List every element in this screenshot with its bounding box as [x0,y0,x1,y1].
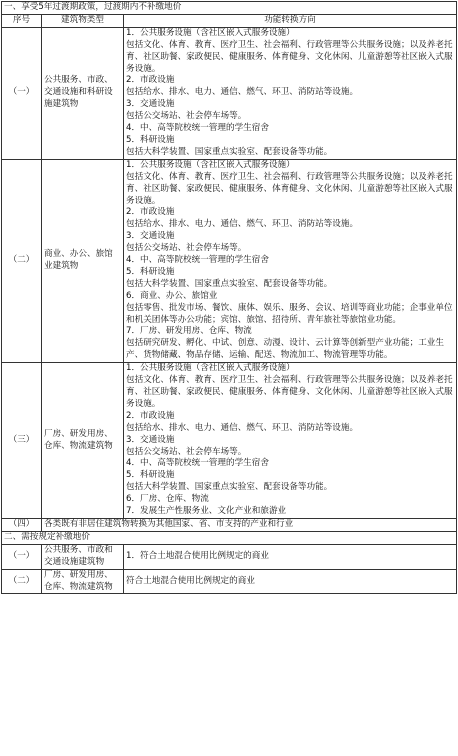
section2-title: 二、需按规定补缴地价 [2,531,457,544]
row-number: （四） [2,518,42,531]
building-type: 厂房、研发用房、仓库、物流建筑物 [42,569,124,594]
building-type: 厂房、研发用房、仓库、物流建筑物 [42,363,124,519]
section-row [2,531,457,544]
function-line: 包括大科学装置、国家重点实验室、配套设备等功能。 [126,278,333,289]
function-line: 包括文化、体育、教育、医疗卫生、社会福利、行政管理等公共服务设施；以及养老托育、社区助餐、家政便民、健康服务、体育健身、文化休闲、儿童游憩等社区嵌入式服务设施。 [126,39,453,74]
function-line: 6．商业、办公、旅馆业 [126,290,218,301]
function-line: 包括公交场站、社会停车场等。 [126,446,247,457]
function-line: 包括大科学装置、国家重点实验室、配套设备等功能。 [126,482,333,493]
function-line: 包括给水、排水、电力、通信、燃气、环卫、消防站等设施。 [126,87,359,98]
function-line: 1．公共服务设施（含社区嵌入式服务设施） [126,363,295,374]
function-line: 3．交通设施 [126,434,175,445]
function-line: 5．科研设施 [126,470,175,481]
header-no: 序号 [2,14,42,27]
function-cell [124,159,457,362]
table-row [2,544,457,569]
row-number: （二） [2,159,42,362]
building-type: 公共服务、市政、交通设施和科研设施建筑物 [42,27,124,159]
header-row [2,14,457,27]
table-row [2,27,457,159]
function-line: 6．厂房、仓库、物流 [126,494,209,505]
function-line: 包括大科学装置、国家重点实验室、配套设备等功能。 [126,146,333,157]
function-cell [124,27,457,159]
function-line: 5．科研设施 [126,266,175,277]
function-line: 7．厂房、研发用房、仓库、物流 [126,326,252,337]
function-cell [124,363,457,519]
function-line: 包括给水、排水、电力、通信、燃气、环卫、消防站等设施。 [126,219,359,230]
function-cell: 符合土地混合使用比例规定的商业 [124,569,457,594]
function-line: 1．公共服务设施（含社区嵌入式服务设施） [126,27,295,38]
row-number: （三） [2,363,42,519]
row4-text: 各类既有非居住建筑物转换为其他国家、省、市支持的产业和行业 [42,518,457,531]
function-line: 包括研究研发、孵化、中试、创意、动漫、设计、云计算等创新型产业功能；工业生产、货物储藏、物品存储、运输、配送、物流加工、物流管理等功能。 [126,338,444,361]
building-type: 公共服务、市政和交通设施建筑物 [42,544,124,569]
function-line: 4．中、高等院校统一管理的学生宿舍 [126,123,269,134]
function-line: 包括公交场站、社会停车场等。 [126,243,247,254]
function-line: 包括文化、体育、教育、医疗卫生、社会福利、行政管理等公共服务设施；以及养老托育、社区助餐、家政便民、健康服务、体育健身、文化休闲、儿童游憩等社区嵌入式服务设施。 [126,375,453,409]
header-type: 建筑物类型 [42,14,124,27]
function-line: 1．公共服务设施（含社区嵌入式服务设施） [126,159,295,170]
function-line: 4．中、高等院校统一管理的学生宿舍 [126,458,269,469]
row-number: （一） [2,27,42,159]
section-row [2,2,457,15]
policy-table [1,1,457,594]
function-line: 4．中、高等院校统一管理的学生宿舍 [126,255,269,266]
function-line: 3．交通设施 [126,231,175,242]
function-line: 2．市政设施 [126,410,175,421]
section1-title: 一、享受5年过渡期政策，过渡期内不补缴地价 [2,2,457,15]
table-row [2,159,457,362]
function-line: 3．交通设施 [126,99,175,110]
function-line: 包括零售、批发市场、餐饮、康体、娱乐、服务、会议、培训等商业功能；企事业单位和机关团体等办公功能；宾馆、旅馆、招待所、青年旅社等旅馆业功能。 [126,302,453,325]
table-row [2,518,457,531]
header-function: 功能转换方向 [124,14,457,27]
table-row [2,569,457,594]
function-cell: 1．符合土地混合使用比例规定的商业 [124,544,457,569]
function-line: 2．市政设施 [126,207,175,218]
function-line: 包括文化、体育、教育、医疗卫生、社会福利、行政管理等公共服务设施；以及养老托育、社区助餐、家政便民、健康服务、体育健身、文化休闲、儿童游憩等社区嵌入式服务设施。 [126,171,453,206]
function-line: 包括给水、排水、电力、通信、燃气、环卫、消防站等设施。 [126,422,359,433]
row-number: （二） [2,569,42,594]
row-number: （一） [2,544,42,569]
building-type: 商业、办公、旅馆业建筑物 [42,159,124,362]
function-line: 2．市政设施 [126,75,175,86]
function-line: 包括公交场站、社会停车场等。 [126,111,247,122]
table-row [2,363,457,519]
function-line: 5．科研设施 [126,134,175,145]
function-line: 7．发展生产性服务业、文化产业和旅游业 [126,506,287,517]
